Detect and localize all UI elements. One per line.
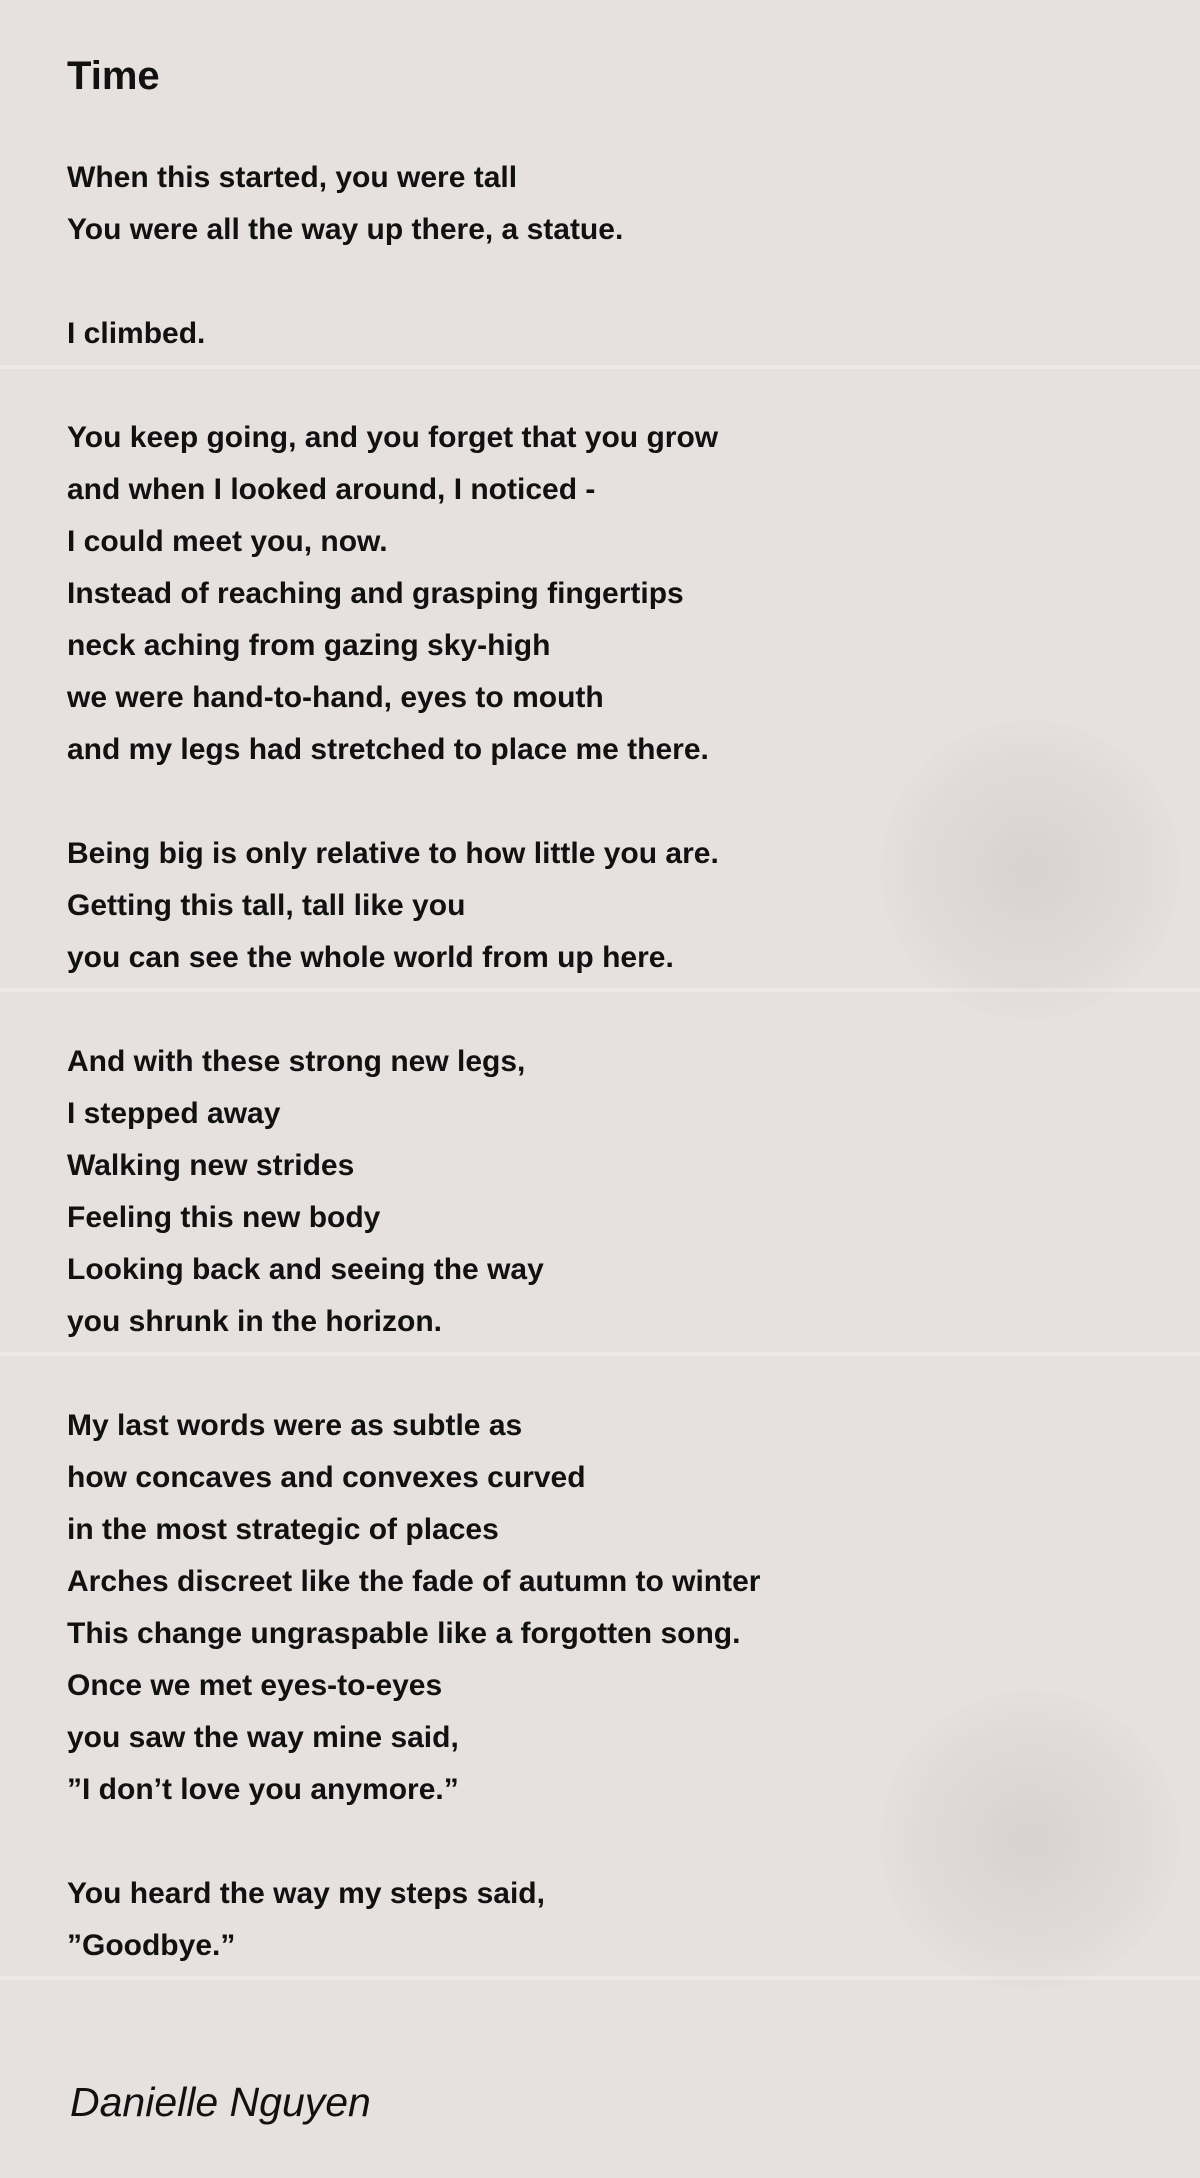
poem-stanza (67, 152, 1147, 256)
poem-line: You were all the way up there, a statue. (67, 213, 624, 246)
poem-line: And with these strong new legs, (67, 1045, 526, 1078)
poem-line: how concaves and convexes curved (67, 1461, 586, 1494)
poem-line: we were hand-to-hand, eyes to mouth (67, 681, 604, 714)
poem-line: You keep going, and you forget that you grow (67, 421, 719, 454)
poem-stanza (67, 828, 1147, 984)
poem-line: I stepped away (67, 1097, 281, 1130)
poem-line: Feeling this new body (67, 1201, 381, 1234)
poem-line: ”I don’t love you anymore.” (67, 1773, 459, 1806)
poem-line: I climbed. (67, 317, 206, 350)
poem-title: Time (67, 54, 160, 98)
poem-line: in the most strategic of places (67, 1513, 499, 1546)
poem-body (67, 152, 1147, 2024)
poem-line: Arches discreet like the fade of autumn to winter (67, 1565, 761, 1598)
poem-line: Looking back and seeing the way (67, 1253, 544, 1286)
poem-line: neck aching from gazing sky-high (67, 629, 551, 662)
poem-line: Getting this tall, tall like you (67, 889, 466, 922)
poem-line: you can see the whole world from up here. (67, 941, 674, 974)
poem-stanza (67, 412, 1147, 776)
poem-line: you saw the way mine said, (67, 1721, 459, 1754)
poem-line: Walking new strides (67, 1149, 355, 1182)
poem-line: Being big is only relative to how little you are. (67, 837, 719, 870)
poem-line: You heard the way my steps said, (67, 1877, 545, 1910)
poem-line: I could meet you, now. (67, 525, 388, 558)
poem-line: When this started, you were tall (67, 161, 518, 194)
poem-line: Instead of reaching and grasping fingertips (67, 577, 684, 610)
poem-line: This change ungraspable like a forgotten song. (67, 1617, 741, 1650)
poem-line: Once we met eyes-to-eyes (67, 1669, 443, 1702)
poem-line: and my legs had stretched to place me there. (67, 733, 709, 766)
poem-line: and when I looked around, I noticed - (67, 473, 596, 506)
poem-line: My last words were as subtle as (67, 1409, 523, 1442)
poem-stanza (67, 308, 1147, 360)
poem-line: you shrunk in the horizon. (67, 1305, 442, 1338)
poem-stanza (67, 1036, 1147, 1348)
poem-line: ”Goodbye.” (67, 1929, 236, 1962)
poem-stanza (67, 1868, 1147, 1972)
poem-author: Danielle Nguyen (70, 2079, 371, 2125)
poem-stanza (67, 1400, 1147, 1816)
